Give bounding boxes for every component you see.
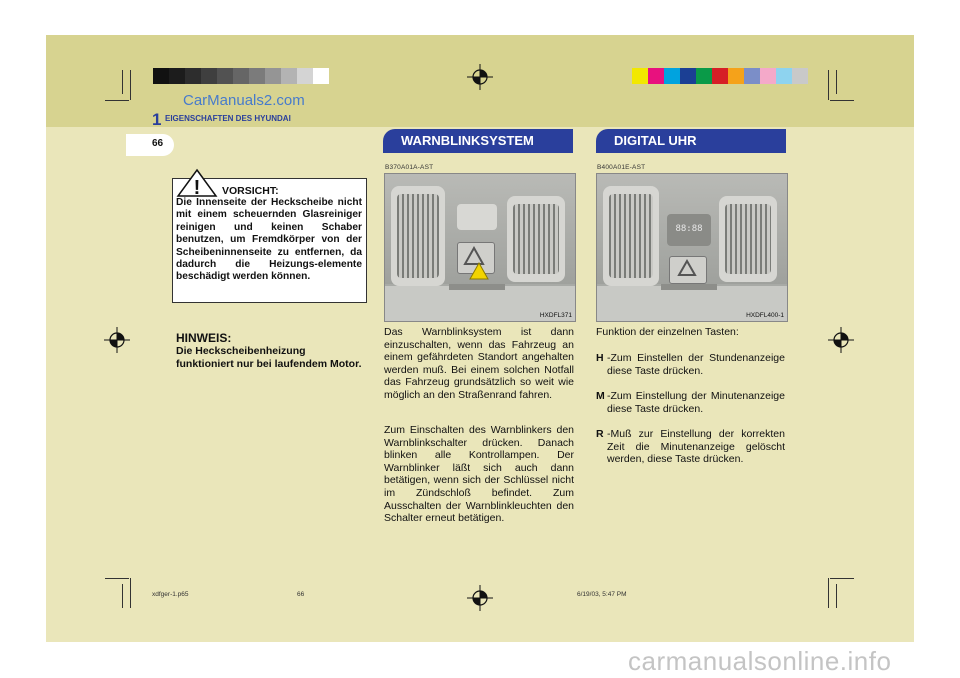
crop-mark [830, 578, 854, 579]
footer-file: xdfger-1.p65 [152, 591, 189, 598]
list-item-key: H [596, 352, 604, 364]
tab-digital-uhr: DIGITAL UHR [596, 129, 786, 153]
svg-text:!: ! [193, 177, 201, 198]
chapter-number: 1 [152, 110, 162, 129]
hazard-switch-image [384, 173, 576, 322]
list-item-key: R [596, 428, 604, 440]
crop-mark [836, 584, 837, 608]
page-number-tab [126, 134, 174, 156]
warnblink-paragraph-2: Zum Einschalten des Warnblinkers den Warnblinkschalter drücken. Danach blinken alle Kontrollampen. Der Warnblinker läßt sich auch dann betätigen, wenn sich der Schlüssel nicht im Zündschloß befindet. Zum Ausschalten der Warnblinkleuchten den Schalter erneut betätigen. [384, 424, 574, 525]
crop-mark [836, 70, 837, 94]
warnblink-paragraph-1: Das Warnblinksystem ist dann einzuschalten, wenn das Fahrzeug an einem gefährdeten Standort angehalten werden muß. Bei einem solchen Notfall das Fahrzeug grundsätzlich so weit wie möglich an den Straßenrand fahren. [384, 326, 574, 401]
section-code: B370A01A-AST [385, 164, 434, 171]
note-title: HINWEIS: [176, 331, 232, 345]
caution-text: Die Innenseite der Heckscheibe nicht mit einem scheuernden Glasreiniger reinigen und keinen Schaber benutzen, um Fremdkörper von der Scheibeninnenseite zu entfernen, da dadurch die Heizungs-elemente beschädigt werden können. [176, 197, 362, 283]
crop-mark [122, 70, 123, 94]
image-caption: HXDFL371 [539, 312, 572, 319]
list-item-text: -Muß zur Einstellung der korrekten Zeit die Minutenanzeige gelöscht werden, diese Taste drücken. [607, 428, 785, 466]
color-bar [632, 68, 808, 84]
note-text: Die Heckscheibenheizung funktioniert nur bei laufendem Motor. [176, 345, 362, 370]
air-vent-right [719, 196, 777, 282]
panel-slot [661, 284, 717, 290]
hazard-highlight-icon [469, 262, 489, 280]
image-caption: HXDFL400-1 [746, 312, 784, 319]
digital-clock-image [596, 173, 788, 322]
crop-mark [828, 578, 829, 608]
page-number: 66 [152, 138, 164, 149]
air-vent-right [507, 196, 565, 282]
watermark-top[interactable]: CarManuals2.com [183, 92, 305, 109]
grayscale-bar [153, 68, 329, 84]
registration-mark-icon [104, 327, 130, 353]
chapter-title: EIGENSCHAFTEN DES HYUNDAI [165, 114, 291, 123]
tab-warnblinksystem: WARNBLINKSYSTEM [383, 129, 573, 153]
clock-display: 88:88 [675, 224, 703, 234]
footer-page: 66 [297, 591, 305, 598]
section-code: B400A01E-AST [597, 164, 646, 171]
crop-mark [830, 100, 854, 101]
registration-mark-icon [828, 327, 854, 353]
air-vent-left [603, 186, 659, 286]
center-panel [457, 204, 497, 230]
registration-mark-icon [467, 585, 493, 611]
crop-mark [122, 584, 123, 608]
list-item-text: -Zum Einstellung der Minutenanzeige diese Taste drücken. [607, 390, 785, 415]
caution-title: VORSICHT: [222, 185, 279, 197]
warning-triangle-icon [176, 168, 218, 198]
footer-date: 6/19/03, 5:47 PM [577, 591, 627, 598]
registration-mark-icon [467, 64, 493, 90]
crop-mark [130, 70, 131, 100]
crop-mark [130, 578, 131, 608]
list-item-text: -Zum Einstellen der Stundenanzeige diese Taste drücken. [607, 352, 785, 377]
panel-slot [449, 284, 505, 290]
footer-watermark[interactable]: carmanualsonline.info [628, 646, 892, 676]
crop-mark [105, 578, 129, 579]
crop-mark [105, 100, 129, 101]
hazard-triangle-icon [677, 259, 697, 277]
crop-mark [828, 70, 829, 100]
air-vent-left [391, 186, 445, 286]
clock-intro: Funktion der einzelnen Tasten: [596, 326, 739, 338]
list-item-key: M [596, 390, 605, 402]
